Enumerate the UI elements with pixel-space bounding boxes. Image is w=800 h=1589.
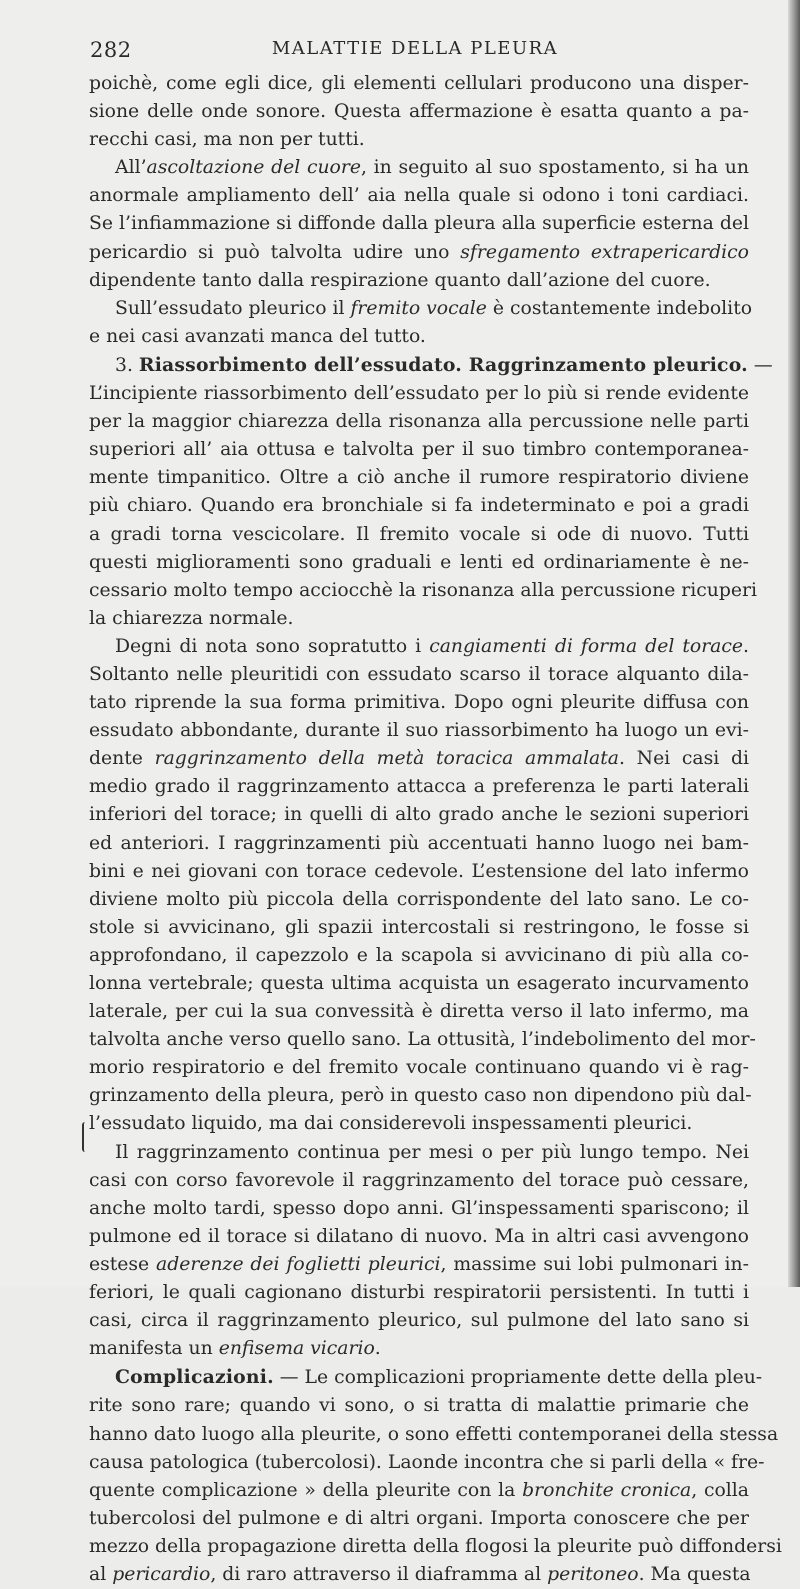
text-line: medio grado il raggrinzamento attacca a preferenza le parti laterali — [89, 776, 749, 798]
text-line: morio respiratorio e del fremito vocale continuano quando vi è rag- — [89, 1057, 749, 1079]
text-line: Il raggrinzamento continua per mesi o per più lungo tempo. Nei — [115, 1141, 749, 1163]
text-line: talvolta anche verso quello sano. La ottusità, l’indebolimento del mor- — [89, 1029, 756, 1051]
text-line: lonna vertebrale; questa ultima acquista un esagerato incurvamento — [89, 973, 749, 994]
text-line: tubercolosi del pulmone e di altri organi. Importa conoscere che per — [89, 1507, 749, 1529]
text-line: superiori all’ aia ottusa e talvolta per il suo timbro contemporanea- — [89, 439, 749, 461]
text-line: essudato abbondante, durante il suo riassorbimento ha luogo un evi- — [89, 720, 749, 742]
text-line: inferiori del torace; in quelli di alto grado anche le sezioni superiori — [89, 804, 749, 826]
margin-bracket-mark — [82, 1122, 88, 1152]
text-line: rite sono rare; quando vi sono, o si tratta di malattie primarie che — [89, 1395, 749, 1417]
text-line: la chiarezza normale. — [89, 607, 294, 629]
text-line: Sull’essudato pleurico il fremito vocale è costantemente indebolito — [115, 297, 753, 319]
body-text — [89, 70, 782, 1589]
page-number: 282 — [90, 38, 132, 62]
text-line: recchi casi, ma non per tutti. — [89, 129, 365, 151]
text-line: anormale ampliamento dell’ aia nella quale si odono i toni cardiaci. — [89, 185, 749, 207]
page-edge-shadow — [788, 0, 800, 1287]
text-line: sione delle onde sonore. Questa affermazione è esatta quanto a pa- — [89, 101, 749, 123]
text-line: dente raggrinzamento della metà toracica ammalata. Nei casi di — [89, 748, 749, 770]
text-line: manifesta un enfisema vicario. — [89, 1338, 381, 1360]
text-line: questi miglioramenti sono graduali e lenti ed ordinariamente è ne- — [89, 551, 749, 573]
text-line: All’ascoltazione del cuore, in seguito al suo spostamento, si ha un — [115, 157, 749, 179]
text-line: approfondano, il capezzolo e la scapola si avvicinano di più alla co- — [89, 944, 749, 966]
text-line: cessario molto tempo acciocchè la risonanza alla percussione ricuperi — [89, 579, 758, 601]
text-line: Degni di nota sono sopratutto i cangiamenti di forma del torace. — [115, 635, 749, 657]
text-line: mente timpanitico. Oltre a ciò anche il rumore respiratorio diviene — [89, 467, 749, 489]
text-line: pulmone ed il torace si dilatano di nuovo. Ma in altri casi avvengono — [89, 1225, 749, 1247]
page-header — [90, 38, 740, 66]
text-line: tato riprende la sua forma primitiva. Dopo ogni pleurite diffusa con — [89, 692, 749, 714]
text-line: l’essudato liquido, ma dai considerevoli inspessamenti pleurici. — [89, 1113, 693, 1135]
text-line: laterale, per cui la sua convessità è diretta verso il lato infermo, ma — [89, 1001, 749, 1023]
text-line: diviene molto più piccola della corrispondente del lato sano. Le co- — [89, 888, 749, 910]
text-line: Se l’infiammazione si diffonde dalla pleura alla superficie esterna del — [89, 213, 749, 235]
text-line: più chiaro. Quando era bronchiale si fa indeterminato e poi a gradi — [89, 495, 749, 517]
text-line: dipendente tanto dalla respirazione quanto dall’azione del cuore. — [89, 269, 711, 291]
text-line: quente complicazione » della pleurite con la bronchite cronica, colla — [89, 1479, 749, 1501]
text-line: mezzo della propagazione diretta della flogosi la pleurite può diffondersi — [89, 1535, 782, 1557]
text-line: anche molto tardi, spesso dopo anni. Gl’inspessamenti spariscono; il — [89, 1197, 749, 1219]
section-heading: Complicazioni. — [115, 1366, 274, 1389]
text-line: bini e nei giovani con torace cedevole. L’estensione del lato infermo — [89, 860, 749, 882]
text-line: al pericardio, di raro attraverso il diaframma al peritoneo. Ma questa — [89, 1563, 751, 1585]
text-line: hanno dato luogo alla pleurite, o sono effetti contemporanei della stessa — [89, 1423, 779, 1445]
text-line: ed anteriori. I raggrinzamenti più accentuati hanno luogo nei bam- — [89, 832, 749, 854]
text-line: pericardio si può talvolta udire uno sfregamento extrapericardico — [89, 241, 749, 263]
text-line: feriori, le quali cagionano disturbi respiratorii persistenti. In tutti i — [89, 1282, 749, 1304]
section-heading: Riassorbimento dell’essudato. Raggrinzamento pleurico. — [138, 353, 748, 376]
section-heading-line: 3. Riassorbimento dell’essudato. Raggrinzamento pleurico. — — [115, 353, 773, 376]
text-line: L’incipiente riassorbimento dell’essudato per lo più si rende evidente — [89, 383, 749, 405]
text-line: Soltanto nelle pleuritidi con essudato scarso il torace alquanto dila- — [89, 663, 749, 685]
text-line: casi, circa il raggrinzamento pleurico, sul pulmone del lato sano si — [89, 1310, 749, 1332]
text-line: per la maggior chiarezza della risonanza alla percussione nelle parti — [89, 411, 749, 433]
text-line: e nei casi avanzati manca del tutto. — [89, 325, 426, 347]
text-line: a gradi torna vescicolare. Il fremito vocale si ode di nuovo. Tutti — [89, 523, 749, 545]
text-line: causa patologica (tubercolosi). Laonde incontra che si parli della « fre- — [89, 1451, 765, 1473]
text-line: poichè, come egli dice, gli elementi cellulari producono una disper- — [89, 73, 749, 94]
text-line: stole si avvicinano, gli spazii intercostali si restringono, le fosse si — [89, 916, 749, 938]
text-line: casi con corso favorevole il raggrinzamento del torace può cessare, — [89, 1169, 749, 1191]
text-line: grinzamento della pleura, però in questo caso non dipendono più dal- — [89, 1085, 752, 1107]
section-heading-line: Complicazioni. — Le complicazioni propriamente dette della pleu- — [115, 1366, 763, 1389]
running-title: MALATTIE DELLA PLEURA — [271, 38, 559, 59]
text-line: estese aderenze dei foglietti pleurici, massime sui lobi pulmonari in- — [89, 1253, 749, 1275]
